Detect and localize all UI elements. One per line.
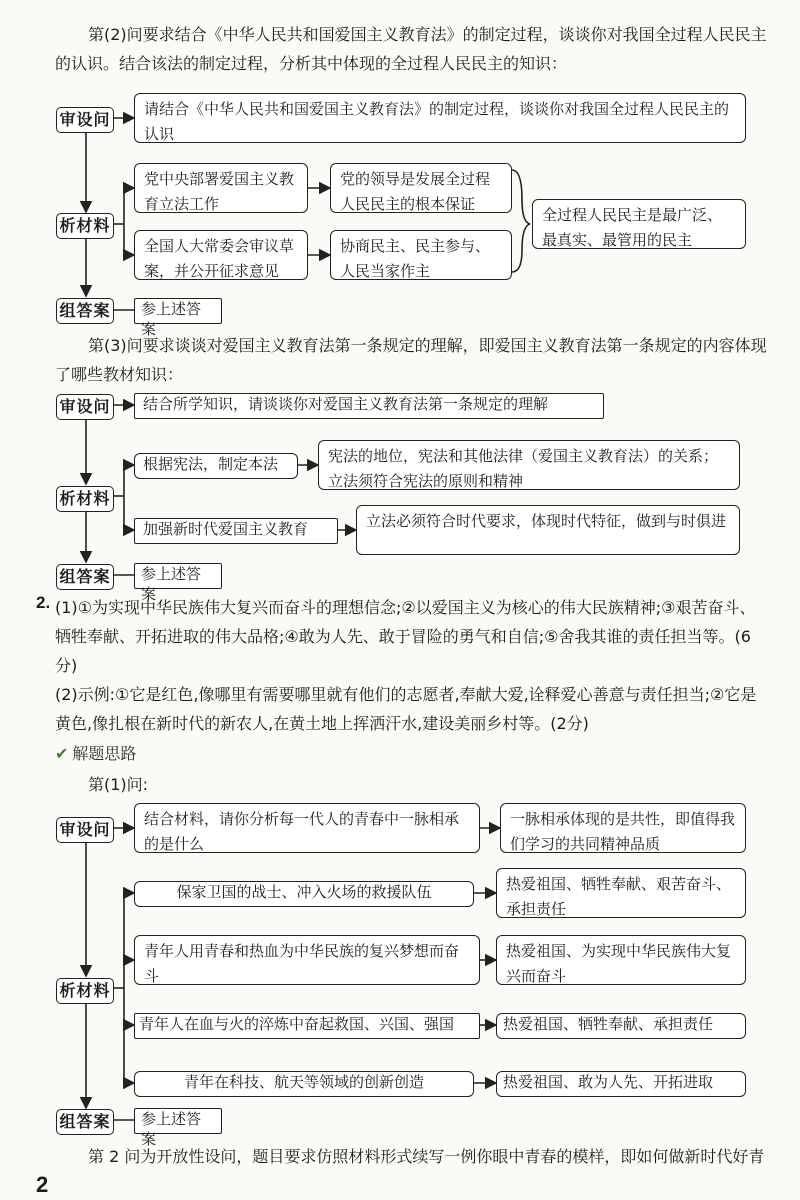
- d3-answer-box: 参上述答案: [134, 1108, 222, 1134]
- d2-answer-box: 参上述答案: [134, 563, 222, 589]
- d3-result-4: 热爱祖国、敢为人先、开拓进取: [496, 1071, 746, 1097]
- approach-icon: ✔: [55, 744, 69, 763]
- solution-approach-label: ✔ 解题思路: [55, 744, 137, 763]
- d1-final-conclusion: 全过程人民民主是最广泛、最真实、最管用的民主: [532, 199, 746, 249]
- q2-explanation-paragraph: 第 2 问为开放性设问，题目要求仿照材料形式续写一例你眼中青春的模样，即如何做新时代好青: [88, 1147, 765, 1166]
- tag-xi-2: 析材料: [56, 486, 114, 512]
- intro-q3-paragraph: 第(3)问要求谈谈对爱国主义教育法第一条规定的理解，即爱国主义教育法第一条规定的内容体现了哪些教材知识：: [55, 336, 767, 384]
- d3-material-4: 青年在科技、航天等领域的创新创造: [134, 1071, 474, 1097]
- q1-label: 第(1)问:: [88, 775, 149, 794]
- tag-zu-1: 组答案: [56, 298, 114, 324]
- tag-shen-2: 审设问: [56, 394, 114, 420]
- d3-result-1: 热爱祖国、牺牲奉献、艰苦奋斗、承担责任: [496, 868, 746, 918]
- d1-question-box: 请结合《中华人民共和国爱国主义教育法》的制定过程，谈谈你对我国全过程人民民主的认识: [134, 93, 746, 143]
- d1-answer-box: 参上述答案: [134, 298, 222, 324]
- d3-question-box: 结合材料，请你分析每一代人的青春中一脉相承的是什么: [134, 803, 480, 853]
- tag-shen-3: 审设问: [56, 817, 114, 843]
- d3-material-3: 青年人在血与火的淬炼中奋起救国、兴国、强国: [134, 1013, 480, 1039]
- tag-shen-1: 审设问: [56, 107, 114, 133]
- answer-part-1: (1)①为实现中华民族伟大复兴而奋斗的理想信念;②以爱国主义为核心的伟大民族精神;③艰苦奋斗、牺牲奉献、开拓进取的伟大品格;④敢为人先、敢于冒险的勇气和自信;⑤舍我其谁的责任担当等。(6分): [55, 598, 756, 675]
- d1-material-2: 全国人大常委会审议草案，并公开征求意见: [134, 230, 308, 280]
- tag-xi-1: 析材料: [56, 213, 114, 239]
- d2-result-2: 立法必须符合时代要求，体现时代特征，做到与时俱进: [356, 505, 740, 555]
- d3-result-3: 热爱祖国、牺牲奉献、承担责任: [496, 1013, 746, 1039]
- d1-material-1: 党中央部署爱国主义教育立法工作: [134, 163, 308, 213]
- d3-result-2: 热爱祖国、为实现中华民族伟大复兴而奋斗: [496, 935, 746, 985]
- d3-question-result: 一脉相承体现的是共性，即值得我们学习的共同精神品质: [500, 803, 746, 853]
- d3-material-2: 青年人用青春和热血为中华民族的复兴梦想而奋斗: [134, 935, 480, 985]
- tag-zu-3: 组答案: [56, 1109, 114, 1135]
- answer-part-2: (2)示例:①它是红色,像哪里有需要哪里就有他们的志愿者,奉献大爱,诠释爱心善意与责任担当;②它是黄色,像扎根在新时代的新农人,在黄土地上挥洒汗水,建设美丽乡村等。(2分): [55, 685, 757, 733]
- question-number: 2.: [36, 593, 51, 612]
- d2-material-1: 根据宪法，制定本法: [134, 453, 298, 479]
- tag-xi-3: 析材料: [56, 978, 114, 1004]
- d1-result-1: 党的领导是发展全过程人民民主的根本保证: [330, 163, 512, 213]
- d3-material-1: 保家卫国的战士、冲入火场的救援队伍: [134, 881, 474, 907]
- page-number: 2: [36, 1172, 49, 1197]
- tag-zu-2: 组答案: [56, 564, 114, 590]
- d2-question-box: 结合所学知识，请谈谈你对爱国主义教育法第一条规定的理解: [134, 393, 604, 419]
- d1-result-2: 协商民主、民主参与、人民当家作主: [330, 230, 512, 280]
- d2-material-2: 加强新时代爱国主义教育: [134, 518, 338, 544]
- d2-result-1: 宪法的地位，宪法和其他法律（爱国主义教育法）的关系；立法须符合宪法的原则和精神: [318, 440, 740, 490]
- intro-q2-paragraph: 第(2)问要求结合《中华人民共和国爱国主义教育法》的制定过程，谈谈你对我国全过程人民民主的认识。结合该法的制定过程，分析其中体现的全过程人民民主的知识：: [55, 25, 767, 73]
